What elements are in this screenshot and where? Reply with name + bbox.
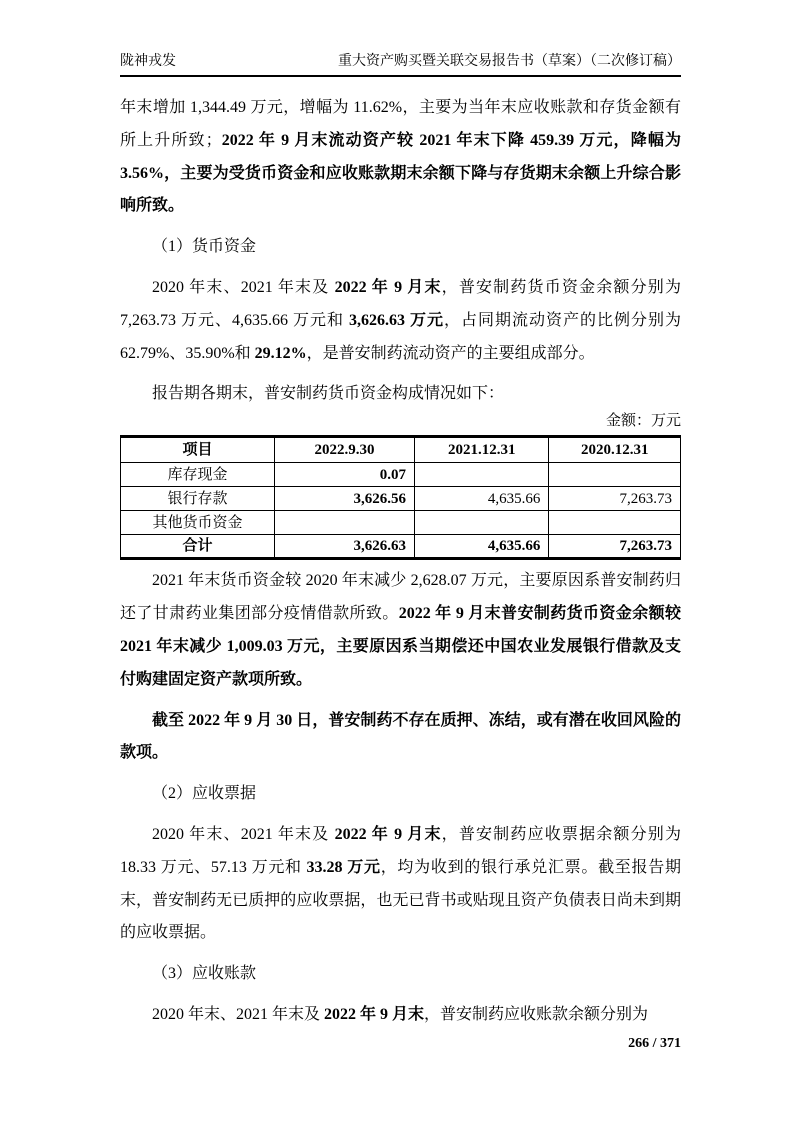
table-header-item: 项目 bbox=[121, 437, 275, 463]
table-row-total bbox=[121, 535, 681, 559]
paragraph-funds-decrease-analysis bbox=[120, 565, 681, 696]
paragraph-accounts-receivable-balance bbox=[120, 999, 681, 1032]
text-run: ，是普安制药流动资产的主要组成部分。 bbox=[306, 344, 595, 362]
table-cell-value: 7,263.73 bbox=[549, 487, 681, 511]
section-heading-notes-receivable: （2）应收票据 bbox=[152, 785, 257, 803]
text-run: 2020 年末、2021 年末及 bbox=[152, 1005, 325, 1023]
text-run: ，占同期流动资产的比例分别为 62.79%、35.90%和 bbox=[120, 311, 681, 362]
paragraph-no-pledge-statement: 截至 2022 年 9 月 30 日，普安制药不存在质押、冻结，或有潜在收回风险的款项。 bbox=[120, 711, 681, 762]
table-cell-value: 3,626.56 bbox=[275, 487, 415, 511]
table-cell-value bbox=[549, 463, 681, 487]
table-cell-value bbox=[275, 511, 415, 535]
table-cell-label: 库存现金 bbox=[121, 463, 275, 487]
table-cell-value bbox=[415, 463, 549, 487]
page-number: 266 / 371 bbox=[628, 1036, 681, 1051]
table-cell-value: 0.07 bbox=[275, 463, 415, 487]
table-cell-value: 7,263.73 bbox=[549, 535, 681, 559]
paragraph-liquid-assets-change bbox=[120, 92, 681, 223]
table-header-row bbox=[121, 437, 681, 463]
header-report-title: 重大资产购买暨关联交易报告书（草案）（二次修订稿） bbox=[338, 54, 681, 69]
text-run-bold: 3,626.63 万元 bbox=[348, 311, 444, 329]
section-heading-monetary-funds: （1）货币资金 bbox=[152, 238, 257, 256]
table-header-2022-9-30: 2022.9.30 bbox=[275, 437, 415, 463]
table-row-cash-on-hand bbox=[121, 463, 681, 487]
table-cell-label: 其他货币资金 bbox=[121, 511, 275, 535]
table-header-2020-12-31: 2020.12.31 bbox=[549, 437, 681, 463]
text-run: ，均为收到的银行承兑汇票。截至报告期末，普安制药无已质押的应收票据，也无已背书或贴现且资产负债表日尚未到期的应收票据。 bbox=[120, 858, 681, 942]
text-run: 2021 年末货币资金较 2020 年末减少 2,628.07 万元，主要原因系普安制药归还了甘肃药业集团部分疫情借款所致。 bbox=[120, 572, 681, 623]
text-run: ，普安制药应收账款余额分别为 bbox=[424, 1005, 649, 1023]
text-run: ，普安制药应收票据余额分别为 18.33 万元、57.13 万元和 bbox=[120, 826, 681, 876]
paragraph-table-intro: 报告期各期末，普安制药货币资金构成情况如下： bbox=[152, 385, 505, 403]
table-row-other-monetary-funds bbox=[121, 511, 681, 535]
table-cell-value: 3,626.63 bbox=[275, 535, 415, 559]
table-row-bank-deposits bbox=[121, 487, 681, 511]
text-run-bold: 2022 年 9 月末流动资产较 2021 年末下降 459.39 万元，降幅为 3.56%，主要为受货币资金和应收账款期末余额下降与存货期末余额上升综合影响所致。 bbox=[120, 131, 681, 215]
monetary-funds-table bbox=[120, 435, 681, 560]
table-header-2021-12-31: 2021.12.31 bbox=[415, 437, 549, 463]
text-run-bold: 2022 年 9 月末 bbox=[324, 1005, 425, 1023]
text-run-bold: 2022 年 9 月末普安制药货币资金余额较 2021 年末减少 1,009.03 万元，主要原因系当期偿还中国农业发展银行借款及支付购建固定资产款项所致。 bbox=[120, 605, 681, 688]
table-cell-value bbox=[549, 511, 681, 535]
text-run-bold: 2022 年 9 月末 bbox=[334, 278, 442, 296]
text-run: 年末增加 1,344.49 万元，增幅为 11.62%，主要为当年末应收账款和存货金额有所上升所致； bbox=[120, 99, 681, 149]
document-body bbox=[120, 92, 681, 1040]
paragraph-notes-receivable-balance bbox=[120, 819, 681, 950]
header-company-name: 陇神戎发 bbox=[120, 54, 176, 69]
page-header bbox=[120, 50, 681, 77]
table-cell-label: 银行存款 bbox=[121, 487, 275, 511]
amount-unit-label: 金额：万元 bbox=[605, 413, 681, 430]
text-run-bold: 2022 年 9 月末 bbox=[334, 826, 442, 843]
table-cell-label: 合计 bbox=[121, 535, 275, 559]
text-run: ，普安制药货币资金余额分别为 7,263.73 万元、4,635.66 万元和 bbox=[120, 278, 681, 329]
text-run-bold: 33.28 万元 bbox=[306, 858, 381, 876]
text-run: 2020 年末、2021 年末及 bbox=[152, 826, 335, 843]
text-run-bold: 29.12% bbox=[254, 344, 307, 362]
section-heading-accounts-receivable: （3）应收账款 bbox=[152, 965, 257, 983]
table-cell-value: 4,635.66 bbox=[415, 487, 549, 511]
table-cell-value: 4,635.66 bbox=[415, 535, 549, 559]
table-cell-value bbox=[415, 511, 549, 535]
paragraph-monetary-funds-balance bbox=[120, 272, 681, 370]
text-run: 2020 年末、2021 年末及 bbox=[152, 278, 335, 296]
